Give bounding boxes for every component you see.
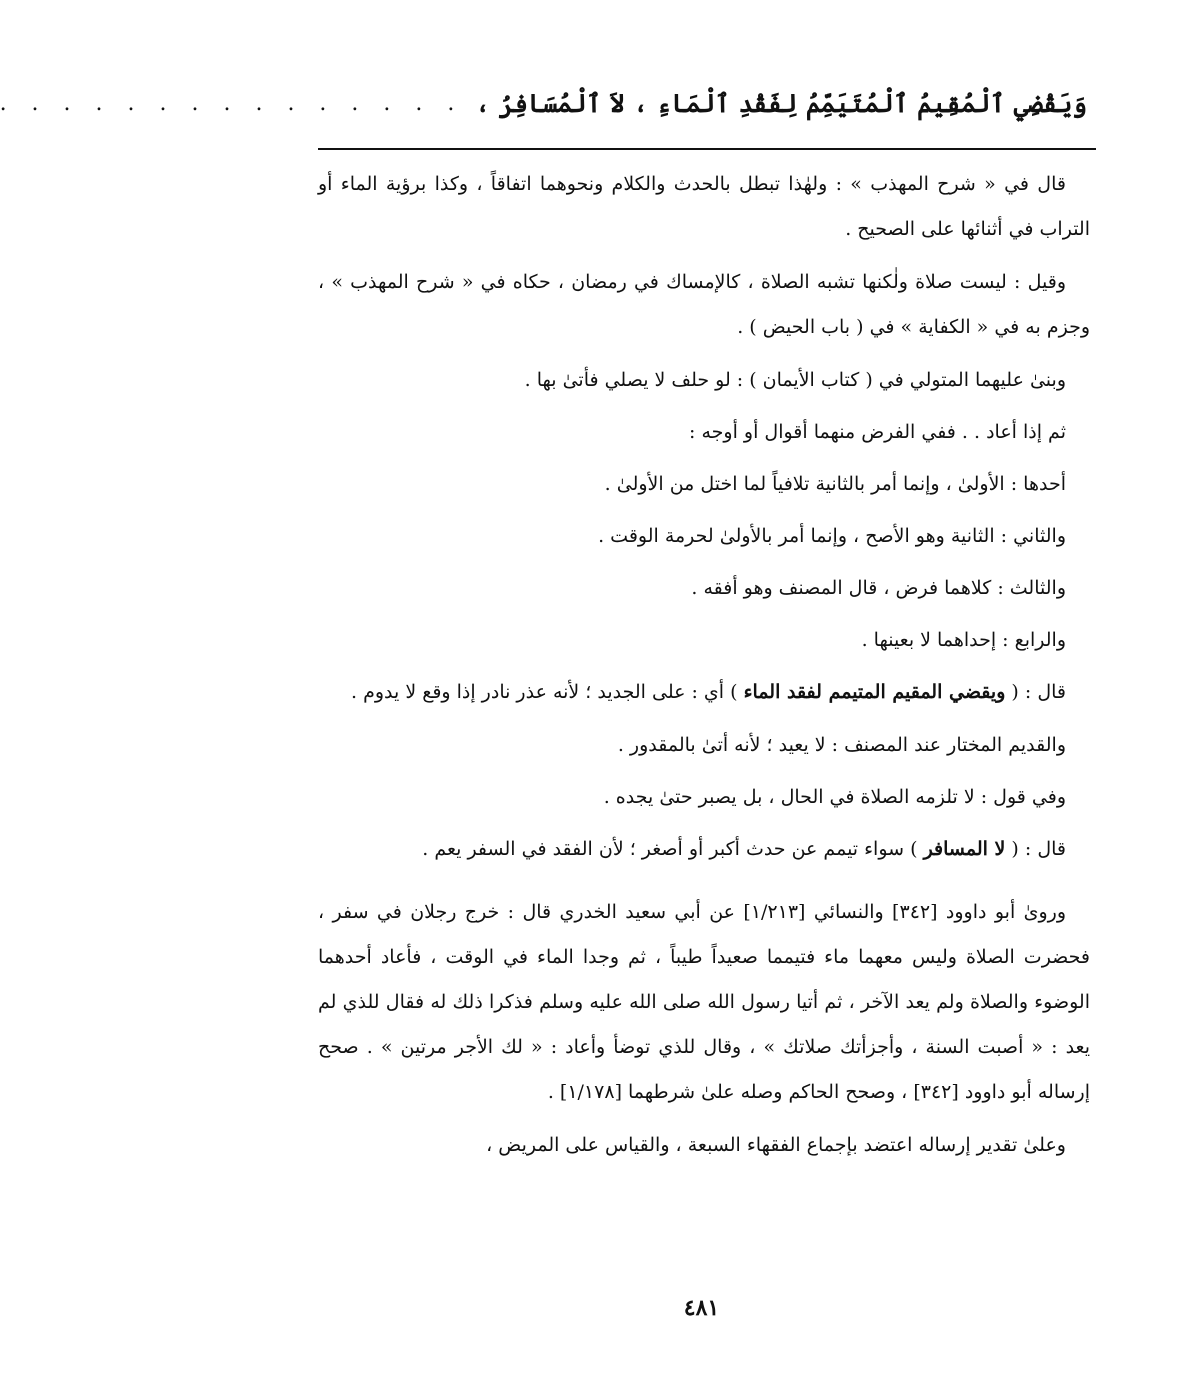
- quoted-matn: لا المسافر: [923, 838, 1006, 860]
- quoted-matn: ويقضي المقيم المتيمم لفقد الماء: [743, 681, 1006, 703]
- paragraph-with-quote: [318, 670, 1090, 723]
- quote-prefix: قال : (: [1005, 838, 1066, 860]
- paragraph: ثم إذا أعاد . . ففي الفرض منهما أقوال أو أوجه :: [689, 421, 1066, 443]
- paragraph: والثاني : الثانية وهو الأصح ، وإنما أمر بالأولىٰ لحرمة الوقت .: [598, 525, 1066, 547]
- quote-suffix: ) أي : على الجديد ؛ لأنه عذر نادر إذا وقع لا يدوم .: [351, 681, 744, 703]
- paragraph: أحدها : الأولىٰ ، وإنما أمر بالثانية تلافياً لما اختل من الأولىٰ .: [604, 473, 1066, 495]
- page-number: ٤٨١: [683, 1295, 720, 1321]
- paragraph: والثالث : كلاهما فرض ، قال المصنف وهو أفقه .: [691, 577, 1066, 599]
- paragraph: والقديم المختار عند المصنف : لا يعيد ؛ لأنه أتىٰ بالمقدور .: [617, 734, 1066, 756]
- paragraph: وبنىٰ عليهما المتولي في ( كتاب الأيمان ) : لو حلف لا يصلي فأتىٰ بها .: [524, 369, 1066, 391]
- header-rule: [318, 148, 1096, 150]
- paragraph: وقيل : ليست صلاة ولٰكنها تشبه الصلاة ، كالإمساك في رمضان ، حكاه في « شرح المهذب » ، وجزم به في « الكفاية » في ( باب الحيض ) .: [318, 271, 1090, 338]
- paragraph: وفي قول : لا تلزمه الصلاة في الحال ، بل يصبر حتىٰ يجده .: [603, 786, 1066, 808]
- paragraph: والرابع : إحداهما لا بعينها .: [861, 629, 1066, 651]
- quote-prefix: قال : (: [1005, 681, 1066, 703]
- paragraph-with-quote: [318, 827, 1090, 880]
- quote-suffix: ) سواء تيمم عن حدث أكبر أو أصغر ؛ لأن الفقد في السفر يعم .: [422, 838, 924, 860]
- body-text: [318, 162, 1090, 1176]
- running-header-title: وَيَقْضِي ٱلْمُقِيمُ ٱلْمُتَيَمِّمُ لِفَقْدِ ٱلْمَاءِ ، لاَ ٱلْمُسَافِرُ ،: [475, 89, 1087, 118]
- running-header: [0, 74, 1087, 134]
- paragraph: وعلىٰ تقدير إرساله اعتضد بإجماع الفقهاء السبعة ، والقياس على المريض ،: [486, 1134, 1066, 1156]
- hadith-paragraph: وروىٰ أبو داوود [٣٤٢] والنسائي [١/٢١٣] عن أبي سعيد الخدري قال : خرج رجلان في سفر ، فحضرت الصلاة وليس معهما ماء فتيمما صعيداً طيباً ، ثم وجدا الماء في الوقت ، فأعاد أحدهما الوضوء والصلاة ولم يعد الآخر ، ثم أتيا رسول الله صلى الله عليه وسلم فذكرا ذلك له فقال للذي لم يعد : « أصبت السنة ، وأجزأتك صلاتك » ، وقال للذي توضأ وأعاد : « لك الأجر مرتين » . صحح إرساله أبو داوود [٣٤٢] ، وصحح الحاكم وصله علىٰ شرطهما [١/١٧٨] .: [318, 901, 1090, 1103]
- paragraph: قال في « شرح المهذب » : ولهٰذا تبطل بالحدث والكلام ونحوهما اتفاقاً ، وكذا برؤية الماء أو التراب في أثنائها على الصحيح .: [318, 173, 1090, 240]
- running-header-dots: . . . . . . . . . . . . . . .: [0, 91, 464, 116]
